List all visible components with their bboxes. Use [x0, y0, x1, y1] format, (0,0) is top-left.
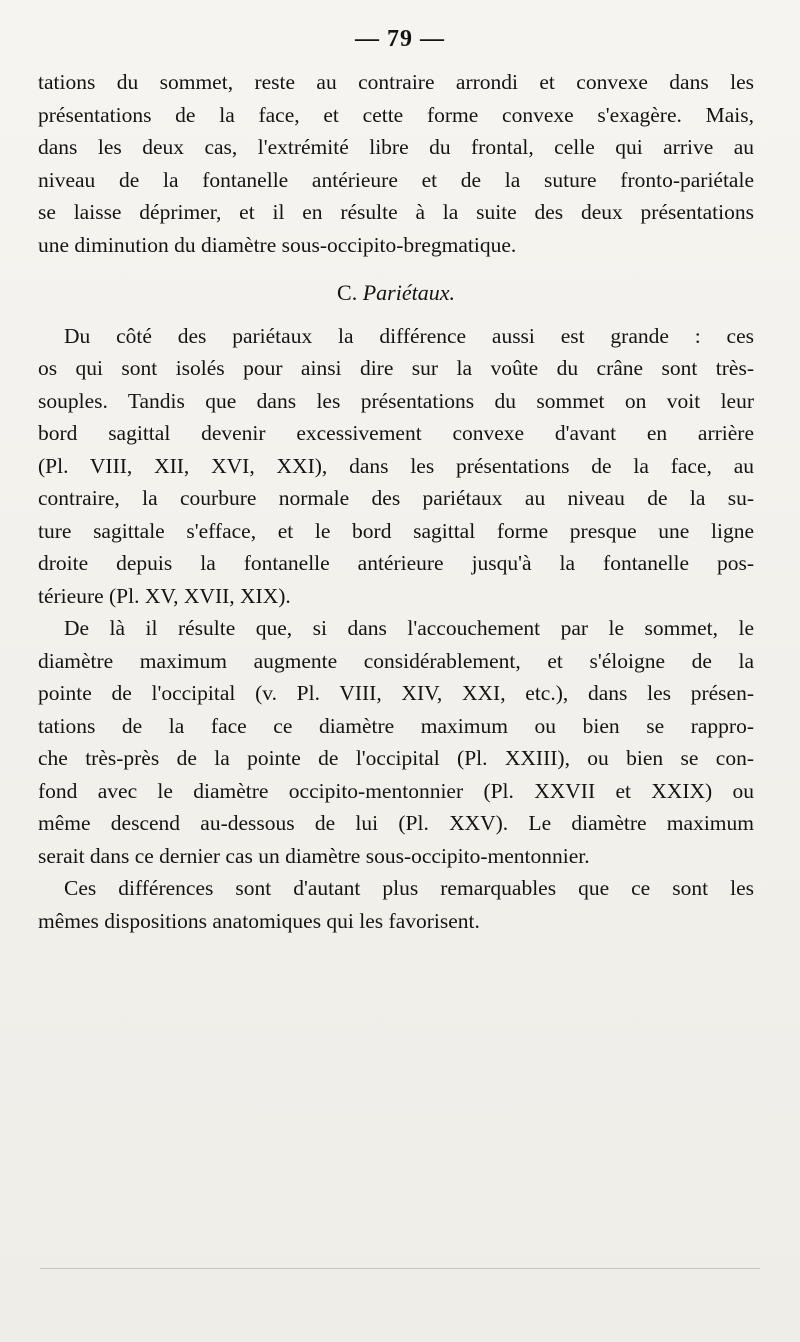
text-line: diamètre maximum augmente considérablement, et s'éloigne de la — [38, 648, 754, 673]
section-heading-title: Pariétaux. — [362, 280, 455, 305]
text-line: che très-près de la pointe de l'occipital (Pl. XXIII), ou bien se con- — [38, 746, 754, 770]
text-line: tations de la face ce diamètre maximum ou bien se rappro- — [38, 713, 754, 738]
text-line: De là il résulte que, si dans l'accouchement par le sommet, le — [64, 616, 754, 640]
text-line: os qui sont isolés pour ainsi dire sur la voûte du crâne sont très- — [38, 356, 754, 380]
text-line: bord sagittal devenir excessivement convexe d'avant en arrière — [38, 421, 754, 445]
text-line: mêmes dispositions anatomiques qui les favorisent. — [38, 908, 480, 933]
text-line: droite depuis la fontanelle antérieure jusqu'à la fontanelle pos- — [38, 551, 754, 575]
text-line: souples. Tandis que dans les présentations du sommet on voit leur — [38, 388, 754, 413]
text-line: contraire, la courbure normale des pariétaux au niveau de la su- — [38, 486, 754, 510]
body-text — [38, 66, 754, 937]
text-line: (Pl. VIII, XII, XVI, XXI), dans les présentations de la face, au — [38, 453, 754, 478]
paragraph — [38, 320, 754, 613]
text-line: serait dans ce dernier cas un diamètre sous-occipito-mentonnier. — [38, 843, 590, 868]
text-line: se laisse déprimer, et il en résulte à la suite des deux présentations — [38, 200, 754, 224]
footnote-rule — [40, 1268, 760, 1269]
text-line: pointe de l'occipital (v. Pl. VIII, XIV, XXI, etc.), dans les présen- — [38, 681, 754, 705]
text-line: tations du sommet, reste au contraire arrondi et convexe dans les — [38, 70, 754, 94]
text-line: Du côté des pariétaux la différence aussi est grande : ces — [64, 323, 754, 348]
text-line: niveau de la fontanelle antérieure et de la suture fronto-pariétale — [38, 167, 754, 192]
text-line: même descend au-dessous de lui (Pl. XXV). Le diamètre maximum — [38, 811, 754, 835]
paragraph — [38, 66, 754, 261]
paragraph — [38, 872, 754, 937]
text-line: dans les deux cas, l'extrémité libre du frontal, celle qui arrive au — [38, 135, 754, 159]
text-line: fond avec le diamètre occipito-mentonnier (Pl. XXVII et XXIX) ou — [38, 778, 754, 803]
text-line: térieure (Pl. XV, XVII, XIX). — [38, 583, 291, 608]
paragraph — [38, 612, 754, 872]
text-line: Ces différences sont d'autant plus remarquables que ce sont les — [64, 876, 754, 900]
section-heading-prefix: C. — [337, 280, 358, 305]
text-line: ture sagittale s'efface, et le bord sagittal forme presque une ligne — [38, 518, 754, 543]
page-number: — 79 — — [355, 26, 445, 52]
text-line: une diminution du diamètre sous-occipito-bregmatique. — [38, 232, 517, 257]
section-heading — [38, 277, 754, 310]
text-line: présentations de la face, et cette forme convexe s'exagère. Mais, — [38, 102, 754, 127]
